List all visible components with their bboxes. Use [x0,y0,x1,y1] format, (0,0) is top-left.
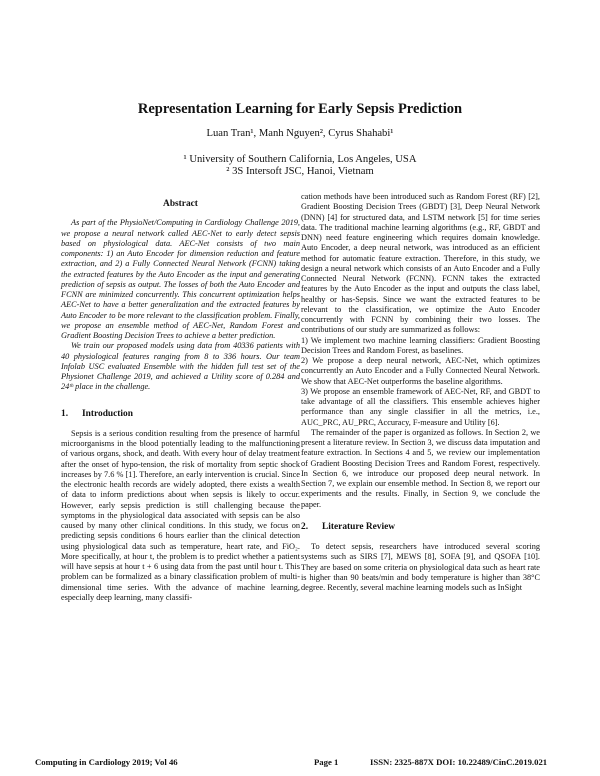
abstract-paragraph-1: As part of the PhysioNet/Computing in Cardiology Challenge 2019, we propose a neural network called AEC-Net to early detect sepsis based on physiological data. AEC-Net consists of two main components: 1) an Auto Encoder for dimension reduction and feature extraction, and 2) a Fully Connected Neural Network (FCNN) taking the extracted features by the Auto Encoder as the input and generating prediction of sepsis as output. The losses of both the Auto Encoder and FCNN are minimized concurrently. This concurrent optimization helps AEC-Net to have a better generalization and the extracted features by Auto Encoder to be more relevant to the classification problem. Finally, we propose an ensemble method of AEC-Net, Random Forest and Gradient Boosting Decision Trees to achieve a better prediction. [61,218,300,340]
review-paragraph-1: To detect sepsis, researchers have introduced several scoring systems such as SIRS [7], MEWS [8], SOFA [9], and QSOFA [10]. They are based on some criteria on physiological data such as heart rate is higher than 90 beats/min and body temperature is higher than 38°C degree. Recently, several machine learning models such as InSight [301,542,540,592]
paper-title: Representation Learning for Early Sepsis Prediction [137,101,463,117]
abstract-heading: Abstract [163,199,198,209]
section-number: 2. [301,521,309,532]
intro-paragraph-2: cation methods have been introduced such as Random Forest (RF) [2], Gradient Boosting Decision Trees (GBDT) [3], Deep Neural Network (DNN) [4] for structured data, and LSTM network [5] for time series data. The traditional machine learning algorithms (e.g., RF, GBDT and DNN) need feature engineering which requires domain knowledge. Auto Encoder, a deep neural network, was introduced as an efficient method for automatic feature extraction. Therefore, in this study, we design a neural network which consists of an Auto Encoder and a Fully Connected Neural Network (FCNN). FCNN takes the extracted features by the Auto Encoder as the input and outputs the class label, healthy or has-Sepsis. Since we want the extracted features to be relevant to the classification, we optimize the Auto Encoder concurrently with FCNN by combining their two losses. The contributions of our study are summarized as follows: [301,192,540,335]
section-number: 1. [61,408,69,419]
contribution-1: 1) We implement two machine learning classifiers: Gradient Boosting Decision Trees and Random Forest, as baselines. [301,335,540,355]
left-column [61,199,300,603]
section-heading-literature-review [301,522,540,532]
intro-paragraph-3: The remainder of the paper is organized as follows. In Section 2, we present a literature review. In Section 3, we discuss data imputation and feature extraction. In Sections 4 and 5, we review our implementation of Gradient Boosting Decision Trees and Random Forest, respectively. In Section 6, we introduce our proposed deep neural network. In Section 7, we explain our ensemble method. In Section 8, we report our experiments and the results. Finally, in Section 9, we conclude the paper. [301,427,540,509]
right-column [301,192,540,593]
contribution-3: 3) We propose an ensemble framework of AEC-Net, RF, and GBDT to take advantage of all the classifiers. This ensemble achieves higher performance than any single classifier in all the metrics, i.e., AUC_PRC, AU_PRC, Accuracy, F-measure and Utility [6]. [301,386,540,427]
section-heading-introduction [61,409,300,419]
affiliation-2: ² 3S Intersoft JSC, Hanoi, Vietnam [226,166,374,177]
footer-issn-doi: ISSN: 2325-887X DOI: 10.22489/CinC.2019.021 [370,757,548,767]
author-list: Luan Tran¹, Manh Nguyen², Cyrus Shahabi¹ [206,128,394,139]
affiliation-1: ¹ University of Southern California, Los Angeles, USA [183,154,417,165]
intro-paragraph-1: Sepsis is a serious condition resulting from the presence of harmful microorganisms in the blood potentially leading to the malfunctioning of various organs, shock, and death. With every hour of delay treatment after the onset of hypo-tension, the risk of mortality from septic shock increases by 7.6 % [1]. Therefore, an early intervention is crucial. Since the electronic health records are widely adopted, there exists a wealth of data to inform predictions about when sepsis is likely to occur. However, early sepsis prediction is still challenging because the symptoms in the physiological data associated with sepsis can be also caused by many other clinical conditions. In this study, we focus on predicting sepsis conditions 6 hours earlier than the clinical detection using physiological data such as temperature, heart rate, and FiO₂. More specifically, at hour t, the problem is to predict whether a patient will have sepsis at hour t + 6 using data from the past until hour t. This problem can be formalized as a binary classification problem of multi-dimensional time series. With the advance of machine learning, especially deep learning, many classifi- [61,428,300,602]
section-title: Literature Review [322,521,396,532]
abstract-paragraph-2: We train our proposed models using data from 40336 patients with 40 physiological features ranging from 8 to 336 hours. Our team Infolab USC evaluated Ensemble with the hidden full test set of the Physionet Challenge 2019, and achieved a Utility score of 0.284 and 24ᵗʰ place in the challenge. [61,341,300,392]
footer-page-number: Page 1 [314,757,339,767]
contribution-2: 2) We propose a deep neural network, AEC-Net, which optimizes concurrently an Auto Encoder and a Fully Connected Neural Network. We show that AEC-Net outperforms the baseline algorithms. [301,356,540,386]
footer-journal: Computing in Cardiology 2019; Vol 46 [35,757,178,767]
section-title: Introduction [82,408,133,419]
